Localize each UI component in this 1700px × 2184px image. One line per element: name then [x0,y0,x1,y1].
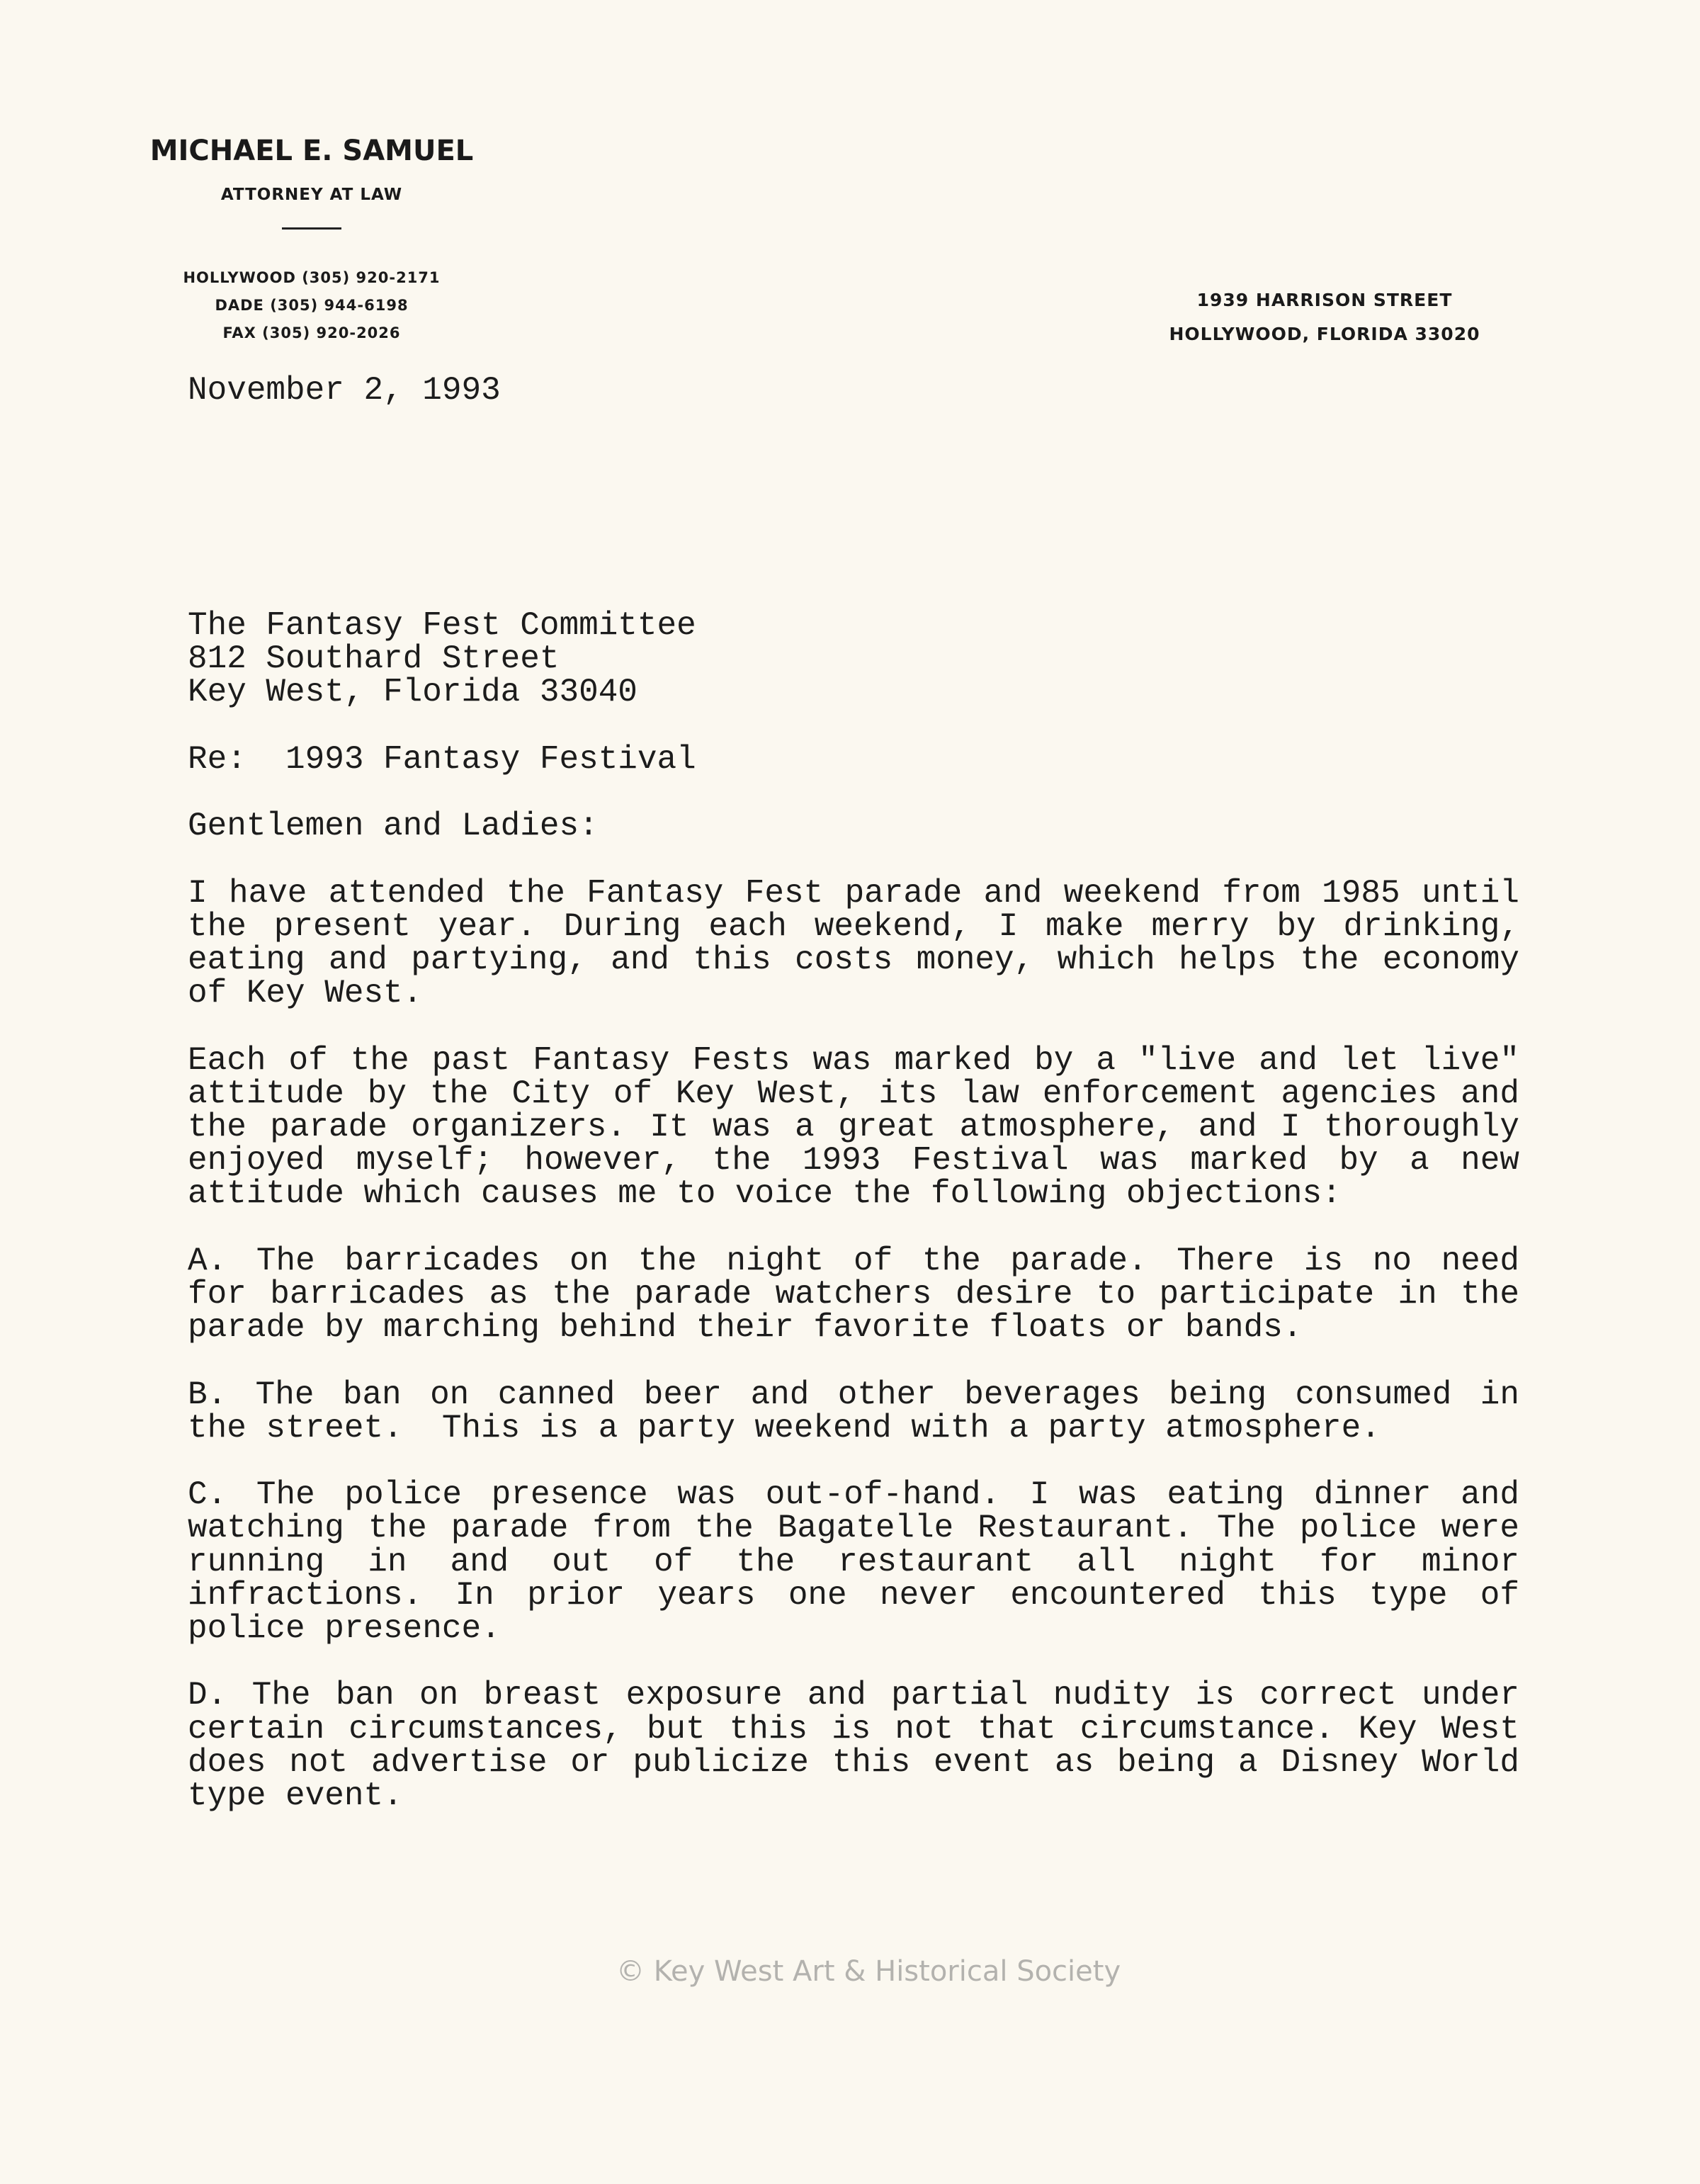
paragraph-line: watching the parade from the Bagatelle Restaurant. The police were [188,1510,1519,1547]
paragraph-line: the parade organizers. It was a great atmosphere, and I thoroughly [188,1108,1519,1145]
paragraph-line: does not advertise or publicize this event as being a Disney World [188,1743,1519,1781]
letterhead-name: MICHAEL E. SAMUEL [149,135,474,167]
paragraph [188,1376,1519,1447]
letterhead-title: ATTORNEY AT LAW [220,186,403,204]
paragraph-line: attitude by the City of Key West, its law enforcement agencies and [188,1075,1519,1112]
recipient-line: The Fantasy Fest Committee [188,607,696,644]
paragraph-line: certain circumstances, but this is not that circumstance. Key West [188,1710,1519,1748]
paragraph-line: police presence. [188,1609,501,1647]
phone-dade: DADE (305) 944-6198 [215,297,409,314]
paragraph-line: the street. This is a party weekend with a party atmosphere. [188,1409,1381,1447]
salutation: Gentlemen and Ladies: [188,808,599,845]
paragraph-line: C. The police presence was out-of-hand. I was eating dinner and [188,1476,1519,1514]
letter-date: November 2, 1993 [188,372,501,409]
paragraph-line: eating and partying, and this costs money, which helps the economy [188,941,1519,978]
letterhead-divider [282,227,341,230]
letter-body [188,609,1519,1813]
paragraph [188,1041,1519,1213]
phone-fax: FAX (305) 920-2026 [222,324,401,341]
paragraph [188,1242,1519,1347]
subject-line: Re: 1993 Fantasy Festival [188,740,696,778]
paragraph-line: I have attended the Fantasy Fest parade and weekend from 1985 until [188,874,1519,912]
watermark: © Key West Art & Historical Society [616,1955,1121,1988]
paragraph-line: D. The ban on breast exposure and partial nudity is correct under [188,1677,1519,1714]
paragraph [188,1478,1519,1646]
paragraph-line: attitude which causes me to voice the following objections: [188,1175,1342,1213]
address-street: 1939 HARRISON STREET [1196,290,1453,310]
paragraph [188,1679,1519,1813]
paragraph-line: enjoyed myself; however, the 1993 Festival was marked by a new [188,1142,1519,1179]
recipient-line: 812 Southard Street [188,640,560,678]
paragraph-line: the present year. During each weekend, I make merry by drinking, [188,907,1519,945]
paragraph-line: for barricades as the parade watchers desire to participate in the [188,1275,1519,1313]
address-city: HOLLYWOOD, FLORIDA 33020 [1169,324,1480,344]
paragraph-line: running in and out of the restaurant all night for minor [188,1543,1519,1580]
paragraph [188,874,1519,1012]
recipient-line: Key West, Florida 33040 [188,674,638,711]
paragraphs [188,874,1519,1814]
paragraph-line: parade by marching behind their favorite floats or bands. [188,1309,1303,1347]
paragraph-line: type event. [188,1777,403,1814]
paragraph-line: B. The ban on canned beer and other beverages being consumed in [188,1376,1519,1413]
paragraph-line: infractions. In prior years one never encountered this type of [188,1576,1519,1614]
phone-hollywood: HOLLYWOOD (305) 920-2171 [183,269,441,286]
paragraph-line: A. The barricades on the night of the parade. There is no need [188,1242,1519,1279]
paragraph-line: Each of the past Fantasy Fests was marked by a "live and let live" [188,1041,1519,1079]
paragraph-line: of Key West. [188,975,423,1012]
